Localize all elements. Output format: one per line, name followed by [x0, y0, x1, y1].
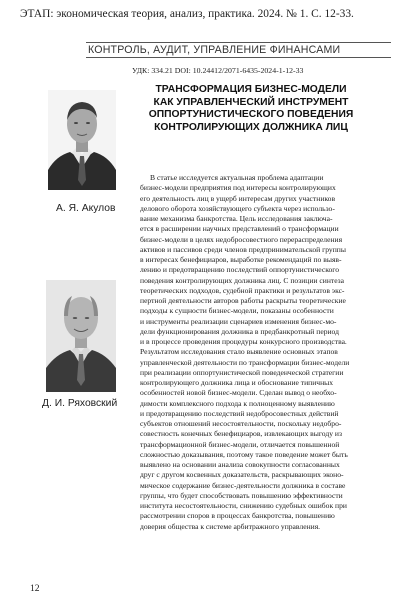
abstract-line: его деятельность лиц в ущерб интересам других участников [140, 193, 336, 203]
abstract-line: сложностью доказывания, поэтому такое поведение может быть [140, 449, 348, 459]
abstract-line: В статье исследуется актуальная проблема адаптации [150, 173, 324, 182]
author-name: А. Я. Акулов [56, 203, 116, 214]
author-photo-ryakhovsky [46, 280, 116, 392]
abstract-line: дели функционирования должника в предбанкротный период [140, 326, 339, 336]
abstract-line: друг с другом косвенных доказательств, раскрывающих эконо- [140, 470, 344, 480]
abstract-line: и предотвращению последствий недобросовестных действий [140, 408, 339, 418]
abstract-line: лению и предотвращению последствий оппортунистического [140, 265, 340, 275]
article-title-line: ОППОРТУНИСТИЧЕСКОГО ПОВЕДЕНИЯ [148, 109, 354, 120]
abstract-line: вание механизма банкротства. Цель исследования заключа- [140, 214, 333, 223]
page-number: 12 [30, 583, 40, 594]
abstract-line: бизнес-модели предприятия под интересы контролирующих [140, 183, 336, 193]
abstract-line: бизнес-модели в целях недобросовестного перераспределения [140, 234, 343, 244]
section-title: КОНТРОЛЬ, АУДИТ, УПРАВЛЕНИЕ ФИНАНСАМИ [88, 44, 341, 56]
article-title-line: КАК УПРАВЛЕНЧЕСКИЙ ИНСТРУМЕНТ [153, 96, 349, 108]
article-title-line: КОНТРОЛИРУЮЩИХ ДОЛЖНИКА ЛИЦ [154, 121, 348, 133]
abstract-line: димости комплексного подхода к полноценному выявлению [140, 398, 335, 408]
abstract-line: теоретических подходов, судебной практики и результатов экс- [140, 285, 345, 295]
abstract-line: и инструменты реализации сценариев изменения бизнес-мо- [140, 316, 337, 326]
abstract-line: института несостоятельности, снижению судебных ошибок при [140, 501, 347, 510]
abstract-line: ется в расширении научных представлений о трансформации [140, 224, 339, 234]
abstract-line: и в процессе проведения процедуры конкурсного производства. [140, 337, 347, 346]
abstract-line: рассмотрении споров в процессах банкротства, повышению [140, 511, 335, 521]
abstract-line: Результатом исследования стало выявление основных этапов [140, 347, 338, 357]
abstract-line: подходы к сущности бизнес-модели, показаны особенности [140, 306, 334, 316]
author-name: Д. И. Ряховский [42, 398, 118, 409]
udk-doi-line: УДК: 334.21 DOI: 10.24412/2071-6435-2024-1-12-33 [132, 66, 304, 75]
abstract-line: поведения контролирующих должника лиц. С позиции синтеза [140, 275, 345, 285]
abstract-line: контролирующего должника лица и обоснование типичных [140, 378, 334, 387]
article-title-line: ТРАНСФОРМАЦИЯ БИЗНЕС-МОДЕЛИ [155, 84, 347, 95]
abstract [140, 173, 388, 532]
abstract-line: совестность конечных бенефициаров, извлекающих выгоду из [140, 429, 342, 439]
abstract-line: выявлено на основании анализа совокупности согласованных [140, 460, 340, 469]
abstract-line: активов и пассивов среди членов предпринимательской группы [140, 244, 346, 254]
abstract-line: особенностей новой бизнес-модели. Сделан вывод о необхо- [140, 388, 337, 398]
abstract-line: группы, что будет способствовать повышению эффективности [140, 490, 343, 500]
abstract-line: управленческой деятельности по трансформации бизнес-модели [140, 357, 350, 367]
abstract-line: доверия общества к системе арбитражного управления. [140, 521, 321, 531]
journal-header: ЭТАП: экономическая теория, анализ, практика. 2024. № 1. С. 12-33. [20, 8, 354, 20]
abstract-line: делового оборота хозяйствующего субъекта через использо- [140, 203, 335, 213]
abstract-line: субъектов отношений несостоятельности, поскольку недобро- [140, 419, 342, 428]
abstract-line: мическое содержание бизнес-деятельности должника в составе [140, 480, 346, 490]
abstract-line: в интересах бенефициаров, выработке рекомендаций по выяв- [140, 255, 342, 264]
abstract-line: пертной деятельности авторов работы раскрыты теоретические [140, 296, 346, 305]
section-rule-top [86, 42, 391, 43]
author-photo-akulov [48, 90, 116, 190]
abstract-line: трансформационной бизнес-модели, отличается повышенной [140, 439, 340, 449]
abstract-line: при реализации оппортунистической поведенческой стратегии [140, 367, 344, 377]
section-rule-bottom [86, 57, 391, 58]
article-title [126, 84, 376, 134]
